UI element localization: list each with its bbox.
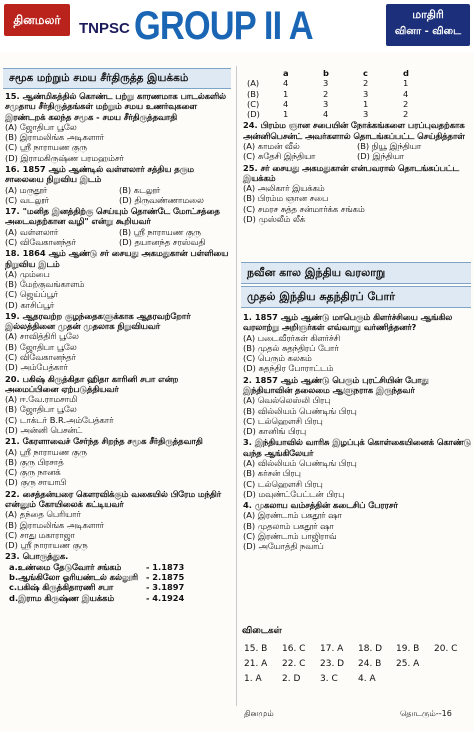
option-d: (D) அன்னி பெசன்ட் — [5, 425, 83, 435]
match-row — [5, 562, 188, 572]
option-c: (C) சாது மகாராஜா — [5, 529, 75, 540]
option-b: (B) இராமலிங்க அடிகளார் — [5, 132, 105, 143]
option-a: (A) இரண்டாம் பகதூர் ஷா — [243, 510, 342, 521]
answer-cell: 3. C — [320, 674, 338, 685]
answers-row — [242, 657, 470, 672]
section-heading-modern-history: நவீன கால இந்திய வரலாறு — [241, 262, 471, 284]
option-c: (C) குரு நானக் — [5, 467, 61, 478]
newspaper-logo: தினமலர் — [4, 4, 70, 36]
question-19 — [5, 311, 233, 373]
question-n4 — [243, 500, 471, 551]
option-d: (D) அம்பேத்கார் — [5, 362, 68, 373]
question-text: 24. பிரம்ம ஞான சபையின் நோக்கங்களை பரப்புவதற்காக அன்னிபெசன்ட் அவர்களால் தொடங்கப்பட்ட செய்தித்தாள் — [243, 120, 465, 141]
answer-cell: 15. B — [244, 644, 268, 654]
grid-cell: 2 — [403, 98, 409, 109]
match-left: b.ஆங்கிலோ ஓரியண்டல் கல்லூரி — [9, 571, 138, 582]
answers-title: விடைகள் — [242, 626, 282, 636]
option-d: (D) ஸ்ரீ நாராயண குரு — [5, 540, 88, 551]
option-b: (B) கடலூர் — [119, 184, 161, 195]
question-text: 22. சைத்தன்யரை கௌரவிக்கும் வகையில் பிரேம மந்திர் என்னும் கோயிலைக் கட்டியவர் — [5, 488, 222, 509]
question-text: 20. பகிஷ் கிருத்கிதா ஹிதா காரினி சபா என்ற அமைப்பினை ஏற்படுத்தியவர் — [5, 373, 179, 394]
grid-label: (A) — [247, 78, 260, 89]
question-text: 2. 1857 ஆம் ஆண்டு பெரும் புரட்சியின் போது இந்தியாவின் தலைமை ஆளுநராக இருந்தவர் — [243, 374, 429, 395]
match-right: - 2.1875 — [145, 571, 185, 582]
option-c: (C) பெரும் கலகம் — [243, 353, 312, 364]
match-left: d.இராம கிருஷ்ண இயக்கம் — [9, 592, 115, 603]
question-16 — [5, 164, 233, 205]
grid-cell: 2 — [363, 78, 369, 89]
option-d: (D) சுதந்திர போராட்டம் — [243, 363, 334, 374]
option-b: (B) குரு பிரசாத் — [5, 456, 64, 467]
option-b: (B) ஜோதிபா பூலே — [5, 404, 77, 415]
question-23 — [5, 551, 233, 602]
answer-grid — [243, 68, 413, 119]
match-left: a.உண்மை தேடுவோர் சங்கம் — [9, 561, 122, 572]
option-d: (D) காசிப்பூர் — [5, 299, 55, 310]
grid-cell: 3 — [363, 88, 369, 99]
grid-head: c — [363, 68, 368, 78]
option-b: (B) நியூ இந்தியா — [357, 140, 422, 151]
option-b: (B) மேற்குவங்காளம் — [5, 279, 85, 290]
option-a: (A) மும்பை — [5, 268, 50, 279]
option-a: (A) மருதூர் — [5, 184, 48, 195]
grid-cell: 4 — [283, 98, 289, 109]
option-d: (D) இந்தியா — [357, 151, 405, 162]
answer-cell: 1. A — [244, 674, 262, 685]
option-b: (B) முதல் சுதந்திரப் போர் — [243, 342, 339, 353]
option-d: (D) குரு சாயாபி — [5, 477, 67, 488]
grid-cell: 4 — [323, 109, 329, 120]
option-c: (C) விவேகானந்தர் — [5, 236, 76, 247]
question-n3 — [243, 437, 471, 499]
grid-cell: 1 — [283, 109, 289, 120]
model-qa-badge — [386, 4, 470, 46]
option-a: (A) சாவித்திரி பூலே — [5, 331, 79, 342]
page-header — [0, 0, 474, 52]
option-b: (B) ஸ்ரீ நாராயண குரு — [119, 226, 201, 237]
question-text: 25. சர் சையது அகமதுகான் என்பவரால் தொடங்கப்பட்ட இயக்கம் — [243, 162, 459, 183]
section-heading-social-reform: சமூக மற்றும் சமய சீர்திருத்த இயக்கம் — [3, 68, 231, 89]
option-d: (D) திருவண்ணாமலை — [119, 194, 204, 205]
answers-row — [242, 642, 470, 657]
option-c: (C) இரண்டாம் பாஜிராவ் — [243, 530, 337, 541]
grid-head: d — [403, 68, 409, 78]
option-c: (C) டல்ஹௌசி பிரபு — [243, 415, 323, 426]
option-c: (C) ஸ்ரீ நாராயண குரு — [5, 142, 87, 153]
grid-cell: 4 — [283, 78, 289, 89]
page-title: GROUP II A — [134, 4, 313, 48]
grid-cell: 4 — [403, 88, 409, 99]
badge-line-2: வினா - விடை — [394, 25, 462, 37]
answer-cell: 2. D — [282, 674, 301, 685]
question-21 — [5, 436, 233, 487]
question-text: 18. 1864 ஆம் ஆண்டு சர் சையது அகமதுகான் பள்ளியை நிறுவிய இடம் — [5, 248, 229, 269]
grid-cell: 2 — [403, 109, 409, 120]
question-22 — [5, 489, 233, 551]
option-c: (C) சமரச சுத்த சன்மார்க்க சங்கம் — [243, 203, 365, 214]
question-text: 17. "மனித இனத்திற்கு செய்யும் தொண்டே மோட்சத்தை அடைவதற்கான வழி" என்று கூறியவர் — [5, 206, 220, 227]
grid-head: a — [283, 68, 289, 78]
option-b: (B) முதலாம் பகதூர் ஷா — [243, 520, 334, 531]
question-text: 19. ஆதரவற்ற குழந்தைகளுக்காக ஆதரவற்றோர் இல்லத்தினை முதன் முதலாக நிறுவியவர் — [5, 310, 191, 332]
option-c: (C) டல்ஹௌசி பிரபு — [243, 478, 323, 489]
option-d: (D) மவுண்ட்பேட்டன் பிரபு — [243, 488, 345, 499]
question-n1 — [243, 312, 471, 374]
right-column-lower — [243, 311, 471, 551]
option-a: (A) ஜோதிபா பூலே — [5, 121, 77, 132]
option-b: (B) ஜோதிபா பூலே — [5, 341, 77, 352]
answer-cell — [432, 657, 470, 672]
option-c: (C) ஜெய்ப்பூர் — [5, 289, 58, 300]
question-text: 3. இந்தியாவில் வாரிசு இழப்புக் கொள்கையினைக் கொண்டு வந்த ஆங்கிலேயர் — [243, 437, 471, 458]
option-a: (A) தந்தை பெரியார் — [5, 509, 81, 520]
exam-name: TNPSC — [79, 20, 130, 37]
grid-row — [243, 78, 413, 88]
option-a: (A) வெல்லெஸ்லி பிரபு — [243, 395, 331, 406]
grid-cell: 3 — [363, 109, 369, 120]
grid-row — [243, 89, 413, 99]
grid-cell: 3 — [323, 98, 329, 109]
question-17 — [5, 206, 233, 247]
footer-brand: தினமும் — [244, 709, 274, 718]
grid-label: (D) — [247, 109, 260, 120]
match-right: - 1.1873 — [145, 561, 185, 572]
option-a: (A) படைவீரர்கள் கிளர்ச்சி — [243, 332, 341, 343]
column-divider — [236, 66, 237, 706]
grid-label: (C) — [247, 98, 260, 109]
option-a: (A) வள்ளலார் — [5, 226, 59, 237]
option-a: (A) ஈ.வே.ராமசாமி — [5, 394, 78, 405]
grid-cell: 3 — [323, 78, 329, 89]
answer-cell: 21. A — [244, 659, 268, 670]
answer-cell: 22. C — [282, 659, 306, 670]
answer-cell: 24. B — [358, 659, 382, 670]
option-c: (C) வடலூர் — [5, 194, 49, 205]
grid-cell: 2 — [323, 88, 329, 99]
answer-cell: 25. A — [396, 659, 420, 670]
option-c: (C) சுதேசி இந்தியா — [243, 151, 316, 162]
option-d: (D) கானிங் பிரபு — [243, 426, 307, 437]
answer-cell: 4. A — [358, 674, 376, 685]
answer-cell: 17. A — [320, 644, 344, 654]
grid-label: (B) — [247, 88, 260, 99]
grid-cell: 1 — [403, 78, 409, 89]
question-n2 — [243, 375, 471, 437]
match-row — [5, 572, 188, 582]
match-row — [5, 582, 188, 592]
option-b: (B) கர்சன் பிரபு — [243, 468, 301, 479]
match-right: - 4.1924 — [145, 592, 185, 603]
question-20 — [5, 374, 233, 436]
option-a: (A) ஸ்ரீ நாராயண குரு — [5, 446, 87, 457]
grid-row — [243, 99, 413, 109]
match-table — [5, 562, 188, 603]
question-text: 21. கேரளாவைச் சேர்ந்த சிறந்த சமூக சீர்திருத்தவாதி — [5, 436, 203, 447]
answer-cell: 20. C — [434, 644, 458, 654]
option-d: (D) தயானந்த சரஸ்வதி — [119, 236, 206, 247]
grid-cell: 1 — [283, 88, 289, 99]
answer-cell: 23. D — [320, 659, 345, 670]
question-18 — [5, 248, 233, 310]
answers-table — [242, 642, 470, 687]
question-text: 4. முகலாய வம்சத்தின் கடைசிப் பேரரசர் — [243, 500, 398, 511]
answer-cell: 18. D — [358, 644, 383, 654]
option-c: (C) டாக்டர் B.R.அம்பேத்கார் — [5, 414, 114, 425]
answer-cell: 16. C — [282, 644, 306, 654]
option-d: (D) அயோத்தி நவாப் — [243, 541, 324, 552]
match-right: - 3.1897 — [145, 582, 185, 593]
option-b: (B) இராமலிங்க அடிகளார் — [5, 519, 105, 530]
question-text: 1. 1857 ஆம் ஆண்டு மாபெரும் கிளர்ச்சியை ஆங்கில வரலாற்று அறிஞர்கள் எவ்வாறு வர்ணித்தனர்? — [243, 312, 453, 333]
option-a: (A) வில்லியம் பெண்டிங் பிரபு — [243, 457, 357, 468]
question-text: 16. 1857 ஆம் ஆண்டில் வள்ளலார் சத்திய தரும சாலையை நிறுவிய இடம் — [5, 163, 194, 185]
match-left: c.பகிஷ் கிருத்கிதாரணி சபா — [9, 582, 114, 593]
answer-cell — [432, 672, 470, 687]
footer-continued: தொடரும்--16 — [400, 709, 452, 718]
option-d: (D) முஸ்லீம் லீக் — [243, 213, 306, 224]
question-15 — [5, 91, 233, 163]
grid-head: b — [323, 68, 329, 78]
grid-cell: 1 — [363, 98, 369, 109]
question-text: 23. பொருத்துக. — [5, 551, 69, 562]
match-row — [5, 593, 188, 603]
left-column — [5, 90, 233, 603]
right-column — [243, 68, 471, 224]
grid-header-row — [243, 68, 413, 78]
option-a: (A) அலிகார் இயக்கம் — [243, 183, 325, 194]
option-b: (B) வில்லியம் பெண்டிங் பிரபு — [243, 405, 357, 416]
option-c: (C) விவேகானந்தர் — [5, 352, 76, 363]
question-text: 15. ஆண்மிகத்தில் கொண்ட பற்று காரணமாக பாடல்களில் சமுதாய சீர்திருத்தங்கள் மற்றும் சமய உணர்வுகளை இரண்டறக் கலந்த சமூக - சமய சீர்திருத்தவாதி — [5, 91, 226, 122]
option-b: (B) பிரம்ம ஞான சபை — [243, 193, 329, 204]
question-24 — [243, 120, 471, 161]
section-heading-first-war: முதல் இந்திய சுதந்திரப் போர் — [241, 286, 471, 308]
grid-row — [243, 109, 413, 119]
option-a: (A) காமன் வீல் — [243, 140, 300, 151]
answers-row — [242, 672, 470, 687]
answer-cell — [394, 672, 432, 687]
option-d: (D) இராமகிருஷ்ண பரமஹம்சர் — [5, 152, 124, 163]
answer-cell: 19. B — [396, 644, 420, 654]
question-25 — [243, 163, 471, 225]
badge-line-1: மாதிரி — [412, 8, 444, 21]
